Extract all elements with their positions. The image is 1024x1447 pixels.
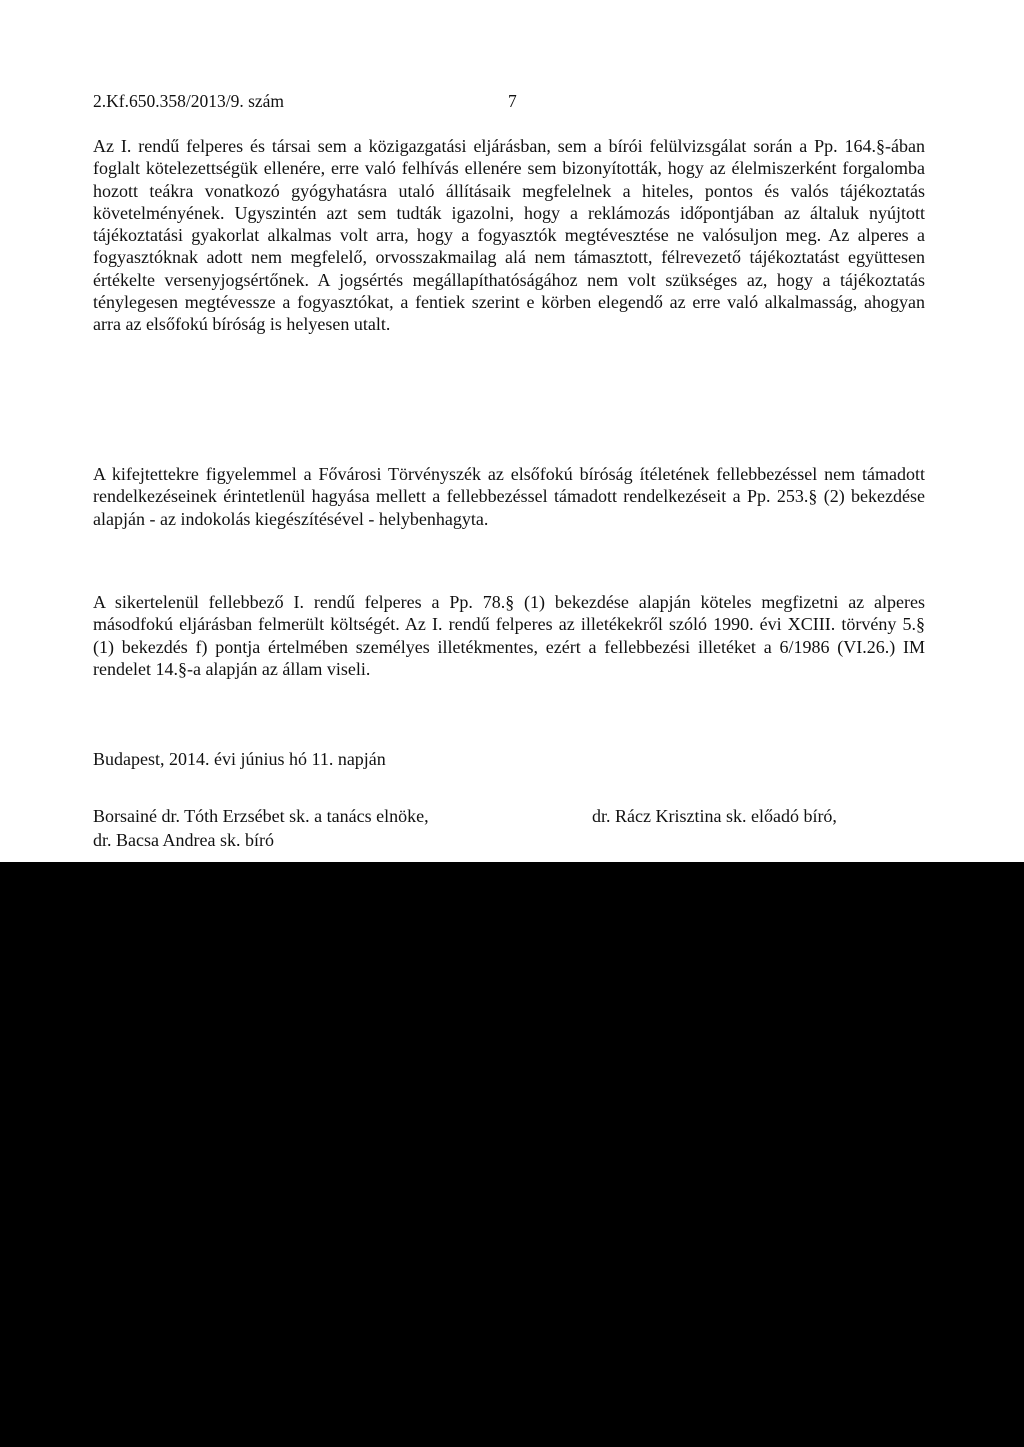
place-date: Budapest, 2014. évi június hó 11. napján bbox=[93, 749, 386, 769]
paragraph-reasoning: Az I. rendű felperes és társai sem a közigazgatási eljárásban, sem a bírói felülvizsgálat során a Pp. 164.§-ában foglalt kötelezettségük ellenére, erre való felhívás ellenére sem bizonyították, hogy az élelmiszerként forgalomba hozott teákra vonatkozó gyógyhatásra utaló állításaik megfelelnek a hiteles, pontos és valós tájékoztatás követelményének. Ugyszintén azt sem tudták igazolni, hogy a reklámozás időpontjában az általuk nyújtott tájékoztatási gyakorlat alkalmas volt arra, hogy a fogyasztók megtévesztése ne valósuljon meg. Az alperes a fogyasztóknak adott nem megfelelő, orvosszakmailag alá nem támasztott, félrevezető tájékoztatást együttesen értékelte versenyjogsértőnek. A jogsértés megállapíthatóságához nem volt szükséges az, hogy a tájékoztatás ténylegesen megtévessze a fogyasztókat, a fentiek szerint e körben elegendő az erre való alkalmasság, ahogyan arra az elsőfokú bíróság is helyesen utalt. bbox=[93, 136, 925, 335]
paragraph-decision: A kifejtettekre figyelemmel a Fővárosi Törvényszék az elsőfokú bíróság ítéletének fellebbezéssel nem támadott rendelkezéseinek érintetlenül hagyása mellett a fellebbezéssel támadott rendelkezéseit a Pp. 253.§ (2) bekezdése alapján - az indokolás kiegészítésével - helybenhagyta. bbox=[93, 464, 925, 529]
page-number: 7 bbox=[508, 91, 517, 111]
scan-blank-area bbox=[0, 862, 1024, 1447]
paragraph-costs: A sikertelenül fellebbező I. rendű felperes a Pp. 78.§ (1) bekezdése alapján köteles megfizetni az alperes másodfokú eljárásban felmerült költségét. Az I. rendű felperes az illetékekről szóló 1990. évi XCIII. törvény 5.§ (1) bekezdés f) pontja értelmében személyes illetékmentes, ezért a fellebbezési illetéket a 6/1986 (VI.26.) IM rendelet 14.§-a alapján az állam viseli. bbox=[93, 592, 925, 679]
case-number: 2.Kf.650.358/2013/9. szám bbox=[93, 91, 285, 111]
signature-judge: dr. Bacsa Andrea sk. bíró bbox=[93, 830, 274, 850]
signature-presiding-judge: Borsainé dr. Tóth Erzsébet sk. a tanács elnöke, bbox=[93, 806, 429, 826]
signature-rapporteur-judge: dr. Rácz Krisztina sk. előadó bíró, bbox=[592, 806, 837, 826]
